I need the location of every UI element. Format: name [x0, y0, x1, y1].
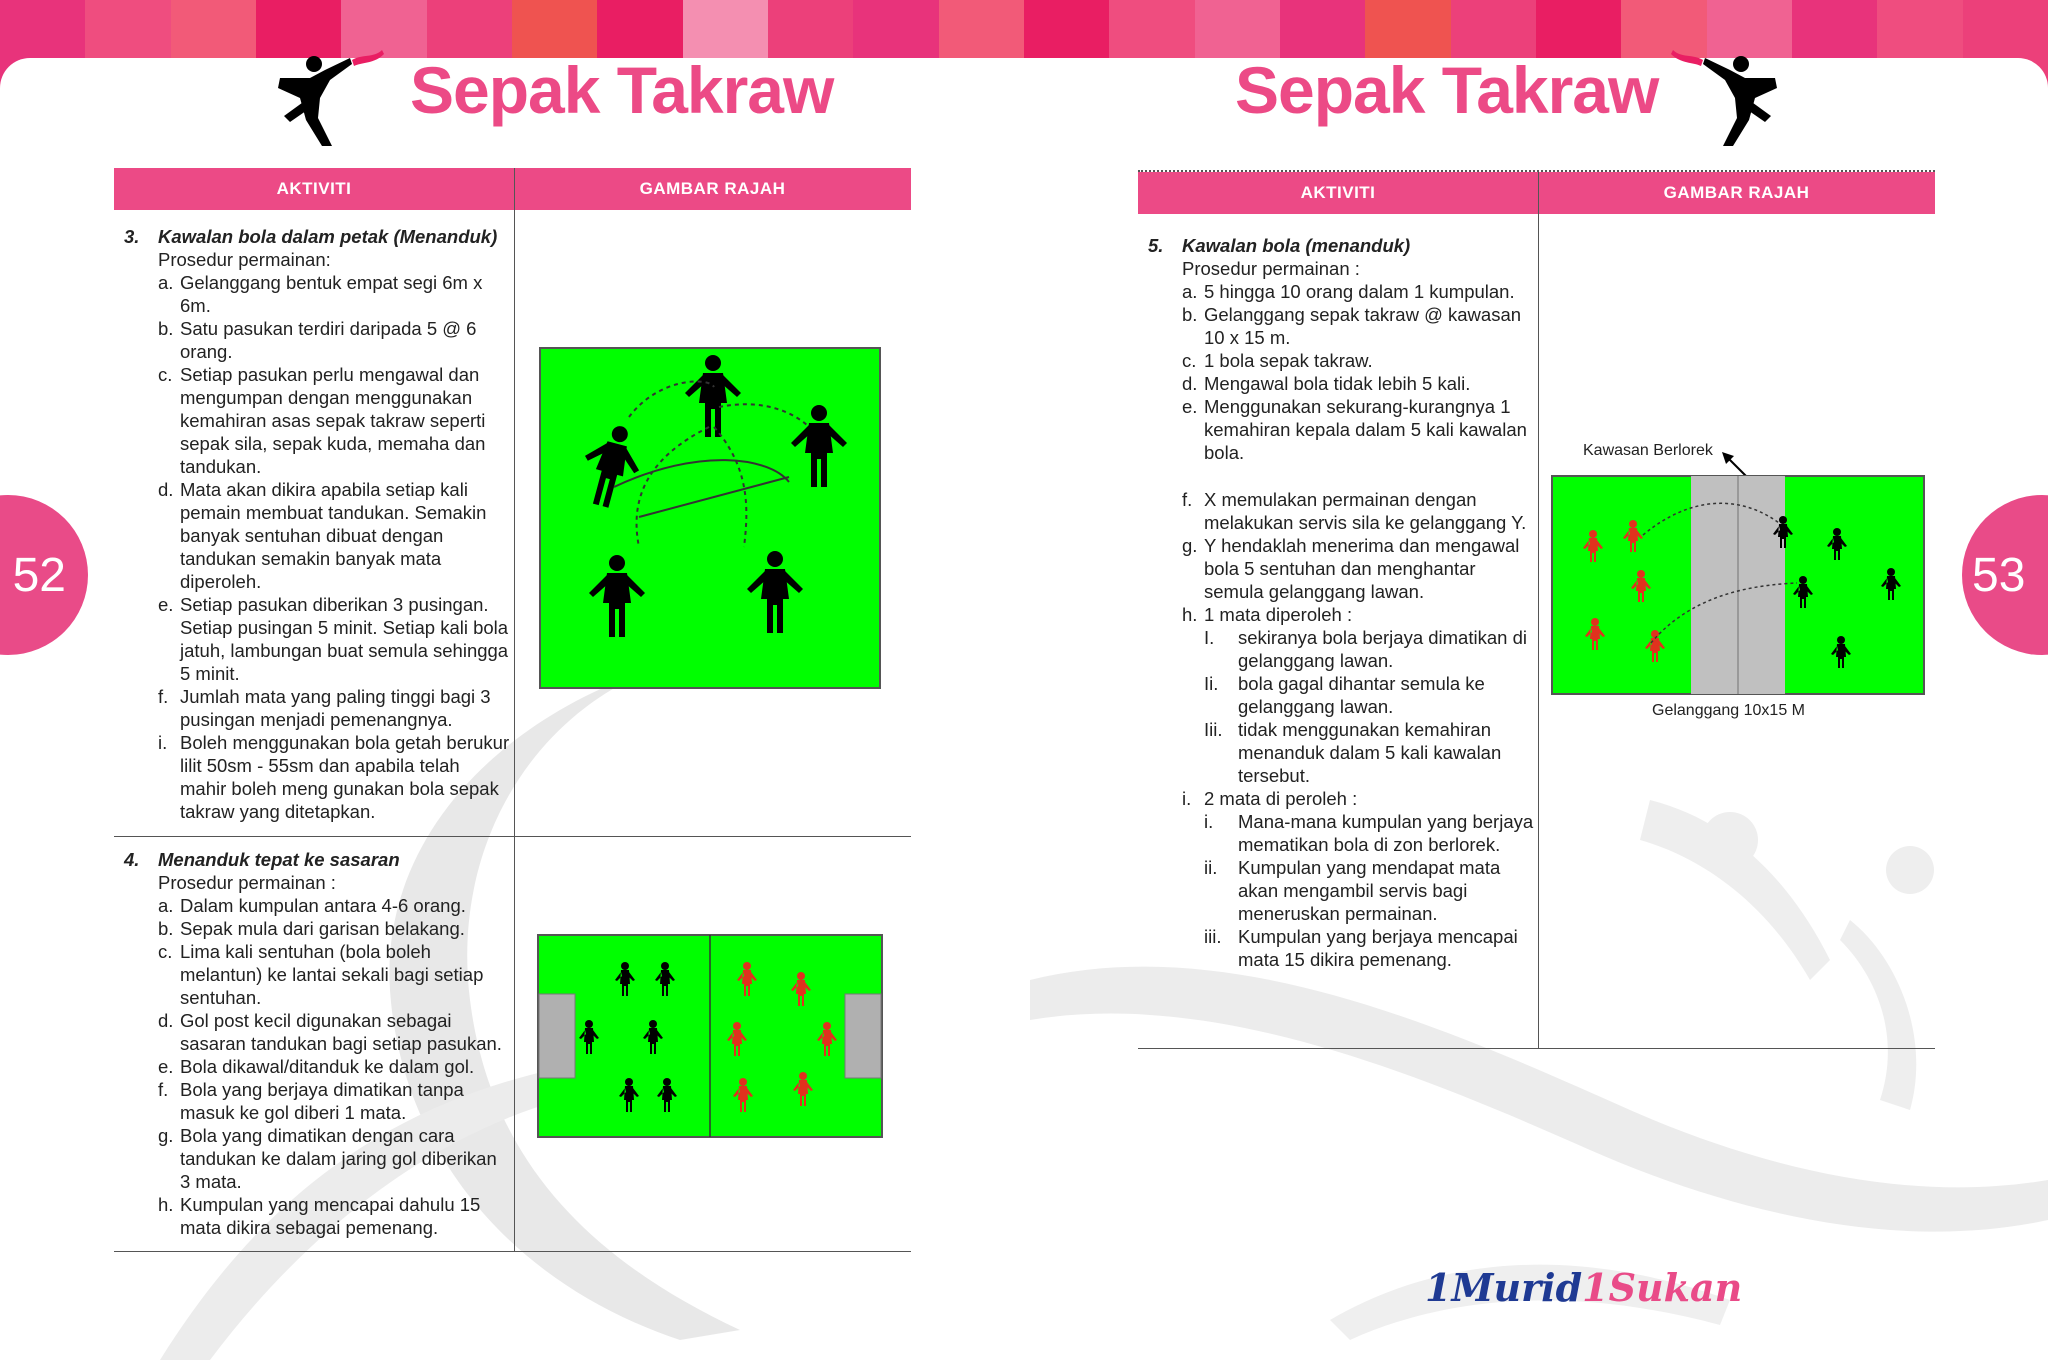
list-item: g. Bola yang dimatikan dengan cara tandukan ke dalam jaring gol diberikan 3 mata.: [158, 1125, 497, 1192]
procedure-label: Prosedur permainan :: [158, 872, 336, 893]
diagram-target-goal: [537, 934, 883, 1138]
procedure-list: [124, 271, 510, 823]
list-item: a. 5 hingga 10 orang dalam 1 kumpulan.: [1182, 281, 1515, 302]
list-item: a. Gelanggang bentuk empat segi 6m x 6m.: [158, 272, 483, 316]
list-item: h. Kumpulan yang mencapai dahulu 15 mata dikira sebagai pemenang.: [158, 1194, 481, 1238]
column-divider: [514, 168, 515, 1251]
list-item: Ii. bola gagal dihantar semula ke gelanggang lawan.: [1204, 673, 1485, 717]
table-header: [114, 168, 911, 210]
list-item: d. Mengawal bola tidak lebih 5 kali.: [1182, 373, 1471, 394]
list-item: c. 1 bola sepak takraw.: [1182, 350, 1373, 371]
list-item: Iii. tidak menggunakan kemahiran menanduk dalam 5 kali kawalan tersebut.: [1204, 719, 1502, 786]
page-title-left: Sepak Takraw: [410, 53, 834, 127]
activity-title: Kawalan bola dalam petak (Menanduk): [158, 226, 498, 247]
procedure-list: [1148, 280, 1534, 464]
list-item: h. 1 mata diperoleh :: [1182, 604, 1353, 625]
list-item: c. Setiap pasukan perlu mengawal dan mengumpan dengan menggunakan kemahiran asas sepak takraw seperti sepak sila, sepak kuda, memaha dan tandukan.: [158, 364, 486, 477]
dancer-logo-icon: [1665, 48, 1785, 148]
column-divider: [1538, 172, 1539, 1048]
list-item: i. 2 mata di peroleh :: [1182, 788, 1358, 809]
row-divider: [1138, 1048, 1935, 1049]
procedure-label: Prosedur permainan:: [158, 249, 331, 270]
list-item: e. Setiap pasukan diberikan 3 pusingan. Setiap pusingan 5 minit. Setiap kali bola jatuh, lambungan buat semula sehingga 5 minit.: [158, 594, 509, 684]
list-item: d. Gol post kecil digunakan sebagai sasaran tandukan bagi setiap pasukan.: [158, 1010, 502, 1054]
procedure-list: [124, 894, 510, 1239]
list-item: I. sekiranya bola berjaya dimatikan di gelanggang lawan.: [1204, 627, 1527, 671]
list-item: d. Mata akan dikira apabila setiap kali pemain membuat tandukan. Semakin banyak sentuhan dibuat dengan tandukan semakin banyak mata diperoleh.: [158, 479, 487, 592]
page-number-right: 53: [1962, 495, 2048, 655]
activity-5-text: [1148, 234, 1534, 971]
column-header-activity: AKTIVITI: [1300, 183, 1376, 202]
list-item: f. X memulakan permainan dengan melakukan servis sila ke gelanggang Y.: [1182, 489, 1527, 533]
brand-logo: 1Murid1Sukan: [1425, 1265, 1743, 1310]
activity-number: 3.: [124, 226, 140, 247]
list-item: ii. Kumpulan yang mendapat mata akan mengambil servis bagi meneruskan permainan.: [1204, 857, 1501, 924]
activity-title: Kawalan bola (menanduk): [1182, 235, 1411, 256]
row-divider: [114, 836, 911, 837]
column-header-diagram: GAMBAR RAJAH: [1663, 183, 1810, 202]
list-item: iii. Kumpulan yang berjaya mencapai mata 15 dikira pemenang.: [1204, 926, 1518, 970]
list-item: e. Menggunakan sekurang-kurangnya 1 kemahiran kepala dalam 5 kali kawalan bola.: [1182, 396, 1527, 463]
activity-3-text: [124, 225, 510, 823]
procedure-label: Prosedur permainan :: [1182, 258, 1360, 279]
sub-list: [1148, 810, 1534, 971]
dancer-logo-icon: [270, 48, 390, 148]
diagram-label-shaded-area: Kawasan Berlorek: [1583, 442, 1713, 459]
row-divider: [114, 1251, 911, 1252]
list-item: b. Sepak mula dari garisan belakang.: [158, 918, 465, 939]
list-item: f. Bola yang berjaya dimatikan tanpa masuk ke gol diberi 1 mata.: [158, 1079, 464, 1123]
list-item: a. Dalam kumpulan antara 4-6 orang.: [158, 895, 466, 916]
list-item: b. Satu pasukan terdiri daripada 5 @ 6 orang.: [158, 318, 477, 362]
list-item: f. Jumlah mata yang paling tinggi bagi 3 pusingan menjadi pemenangnya.: [158, 686, 491, 730]
activity-number: 4.: [124, 849, 140, 870]
table-header: [1138, 172, 1935, 214]
sub-list: [1148, 626, 1534, 787]
diagram-court: [1551, 475, 1925, 695]
list-item: c. Lima kali sentuhan (bola boleh melantun) ke lantai sekali bagi setiap sentuhan.: [158, 941, 484, 1008]
list-item: g. Y hendaklah menerima dan mengawal bola 5 sentuhan dan menghantar semula gelanggang lawan.: [1182, 535, 1520, 602]
column-header-diagram: GAMBAR RAJAH: [639, 179, 786, 198]
page-number-left: 52: [0, 495, 88, 655]
activity-4-text: [124, 848, 510, 1239]
procedure-list: [1148, 488, 1534, 626]
diagram-label-court: Gelanggang 10x15 M: [1652, 702, 1805, 719]
list-item: i. Mana-mana kumpulan yang berjaya mematikan bola di zon berlorek.: [1204, 811, 1534, 855]
list-item: e. Bola dikawal/ditanduk ke dalam gol.: [158, 1056, 475, 1077]
page-title-right: Sepak Takraw: [1235, 53, 1659, 127]
list-item: b. Gelanggang sepak takraw @ kawasan 10 x 15 m.: [1182, 304, 1522, 348]
diagram-heading-drill: [539, 347, 881, 689]
list-item: i. Boleh menggunakan bola getah berukur lilit 50sm - 55sm dan apabila telah mahir boleh meng gunakan bola sepak takraw yang ditetapkan.: [158, 732, 510, 822]
column-header-activity: AKTIVITI: [276, 179, 352, 198]
activity-number: 5.: [1148, 235, 1164, 256]
activity-title: Menanduk tepat ke sasaran: [158, 849, 400, 870]
